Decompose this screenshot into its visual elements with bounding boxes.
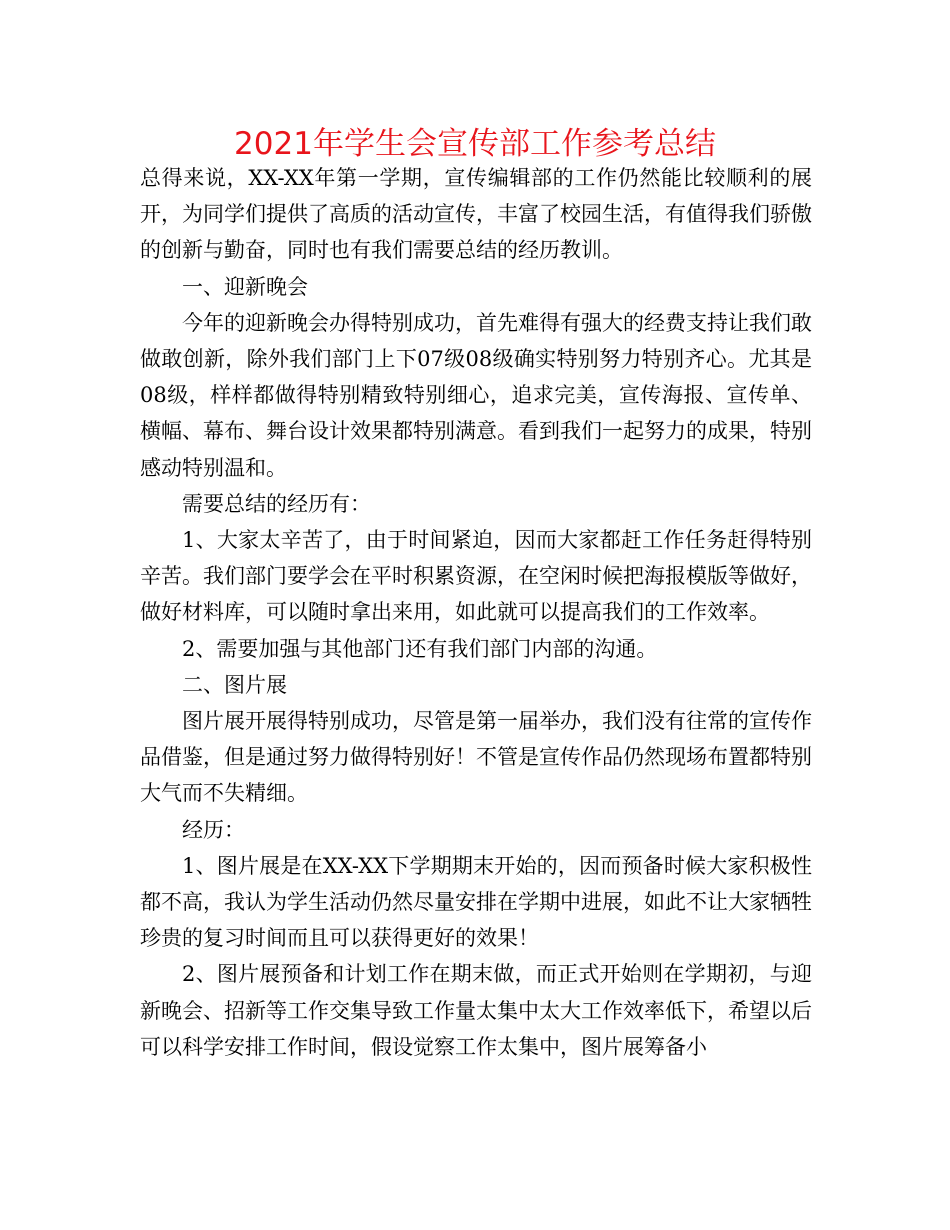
paragraph-intro: 总得来说，XX-XX年第一学期，宣传编辑部的工作仍然能比较顺利的展开，为同学们提供了高质的活动宣传，丰富了校园生活，有值得我们骄傲的创新与勤奋，同时也有我们需要总结的经历教训。 (140, 166, 812, 263)
document-body (140, 160, 812, 1065)
document-title: 2021年学生会宣传部工作参考总结 (234, 126, 716, 162)
paragraph-lesson-2: 2、需要加强与其他部门还有我们部门内部的沟通。 (182, 636, 658, 661)
paragraph-experience-2: 2、图片展预备和计划工作在期末做，而正式开始则在学期初，与迎新晚会、招新等工作交集导致工作量太集中太大工作效率低下，希望以后可以科学安排工作时间，假设觉察工作太集中，图片展筹备小 (140, 962, 812, 1059)
section-heading-welcome-party: 一、迎新晚会 (182, 274, 308, 299)
paragraph-experience-heading: 经历： (182, 817, 245, 842)
paragraph-welcome-party: 今年的迎新晚会办得特别成功，首先难得有强大的经费支持让我们敢做敢创新，除外我们部门上下07级08级确实特别努力特别齐心。尤其是08级，样样都做得特别精致特别细心，追求完美，宣传海报、宣传单、横幅、幕布、舞台设计效果都特别满意。看到我们一起努力的成果，特别感动特别温和。 (140, 310, 812, 480)
paragraph-photo-exhibition: 图片展开展得特别成功，尽管是第一届举办，我们没有往常的宣传作品借鉴，但是通过努力做得特别好！不管是宣传作品仍然现场布置都特别大气而不失精细。 (140, 709, 812, 806)
paragraph-experience-1: 1、图片展是在XX-XX下学期期末开始的，因而预备时候大家积极性都不高，我认为学生活动仍然尽量安排在学期中进展，如此不让大家牺牲珍贵的复习时间而且可以获得更好的效果！ (140, 853, 812, 951)
section-heading-photo-exhibition: 二、图片展 (182, 672, 287, 697)
paragraph-lessons-heading: 需要总结的经历有： (182, 491, 371, 516)
paragraph-lesson-1: 1、大家太辛苦了，由于时间紧迫，因而大家都赶工作任务赶得特别辛苦。我们部门要学会在平时积累资源，在空闲时候把海报模版等做好，做好材料库，可以随时拿出来用，如此就可以提高我们的工作效率。 (140, 528, 812, 625)
